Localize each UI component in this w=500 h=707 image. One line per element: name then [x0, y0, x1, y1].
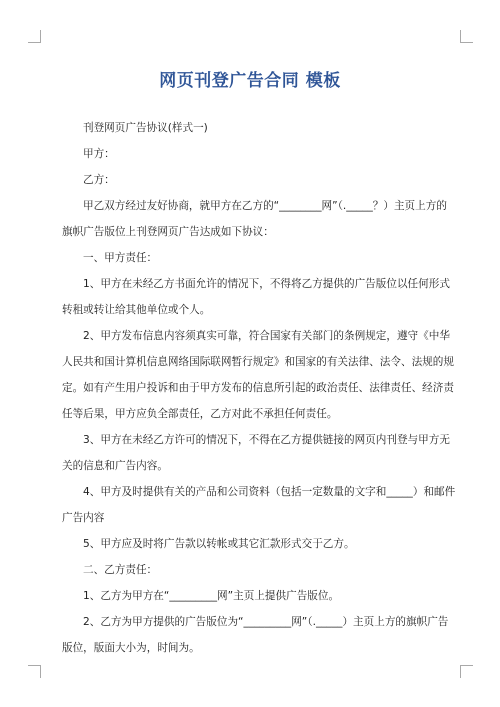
- crop-mark-bottom-right: [460, 665, 473, 678]
- paragraph-line: 1、乙方为甲方在“_________网”主页上提供广告版位。: [83, 590, 340, 602]
- paragraph-line: 广告内容: [62, 512, 105, 524]
- agreement-subtitle: 刊登网页广告协议(样式一): [83, 122, 208, 134]
- paragraph-line: 旗帜广告版位上刊登网页广告达成如下协议：: [62, 226, 274, 238]
- paragraph-line: 任等后果，甲方应负全部责任，乙方对此不承担任何责任。: [62, 408, 338, 420]
- crop-mark-top-right: [460, 30, 473, 43]
- paragraph-line: 2、乙方为甲方提供的广告版位为“_________网”（._____）主页上方的旗帜广告: [83, 616, 449, 628]
- paragraph-line: 人民共和国计算机信息网络国际联网暂行规定》和国家的有关法律、法令、法规的规: [62, 356, 454, 368]
- party-b-line: 乙方：: [83, 174, 115, 186]
- paragraph-line: 关的信息和广告内容。: [62, 460, 168, 472]
- section-heading: 一、甲方责任：: [83, 252, 158, 264]
- section-heading: 二、乙方责任：: [83, 564, 158, 576]
- paragraph-line: 4、甲方及时提供有关的产品和公司资料（包括一定数量的文字和_____）和邮件: [83, 486, 456, 498]
- paragraph-line: 5、甲方应及时将广告款以转帐或其它汇款形式交于乙方。: [83, 538, 355, 550]
- paragraph-line: 版位，版面大小为，时间为。: [62, 642, 200, 654]
- party-a-line: 甲方：: [83, 148, 115, 160]
- paragraph-line: 甲乙双方经过友好协商，就甲方在乙方的“________网”（._____？）主页上方的: [83, 200, 447, 212]
- paragraph-line: 3、甲方在未经乙方许可的情况下，不得在乙方提供链接的网页内刊登与甲方无: [83, 434, 450, 446]
- paragraph-line: 转租或转让给其他单位或个人。: [62, 304, 211, 316]
- paragraph-line: 2、甲方发布信息内容须真实可靠，符合国家有关部门的条例规定，遵守《中华: [83, 330, 450, 342]
- crop-mark-top-left: [28, 30, 41, 43]
- document-body: [62, 115, 456, 661]
- paragraph-line: 定。如有产生用户投诉和由于甲方发布的信息所引起的政治责任、法律责任、经济责: [62, 382, 454, 394]
- crop-mark-bottom-left: [28, 665, 41, 678]
- document-title: 网页刊登广告合同 模板: [159, 71, 341, 91]
- paragraph-line: 1、甲方在未经乙方书面允许的情况下，不得将乙方提供的广告版位以任何形式: [83, 278, 450, 290]
